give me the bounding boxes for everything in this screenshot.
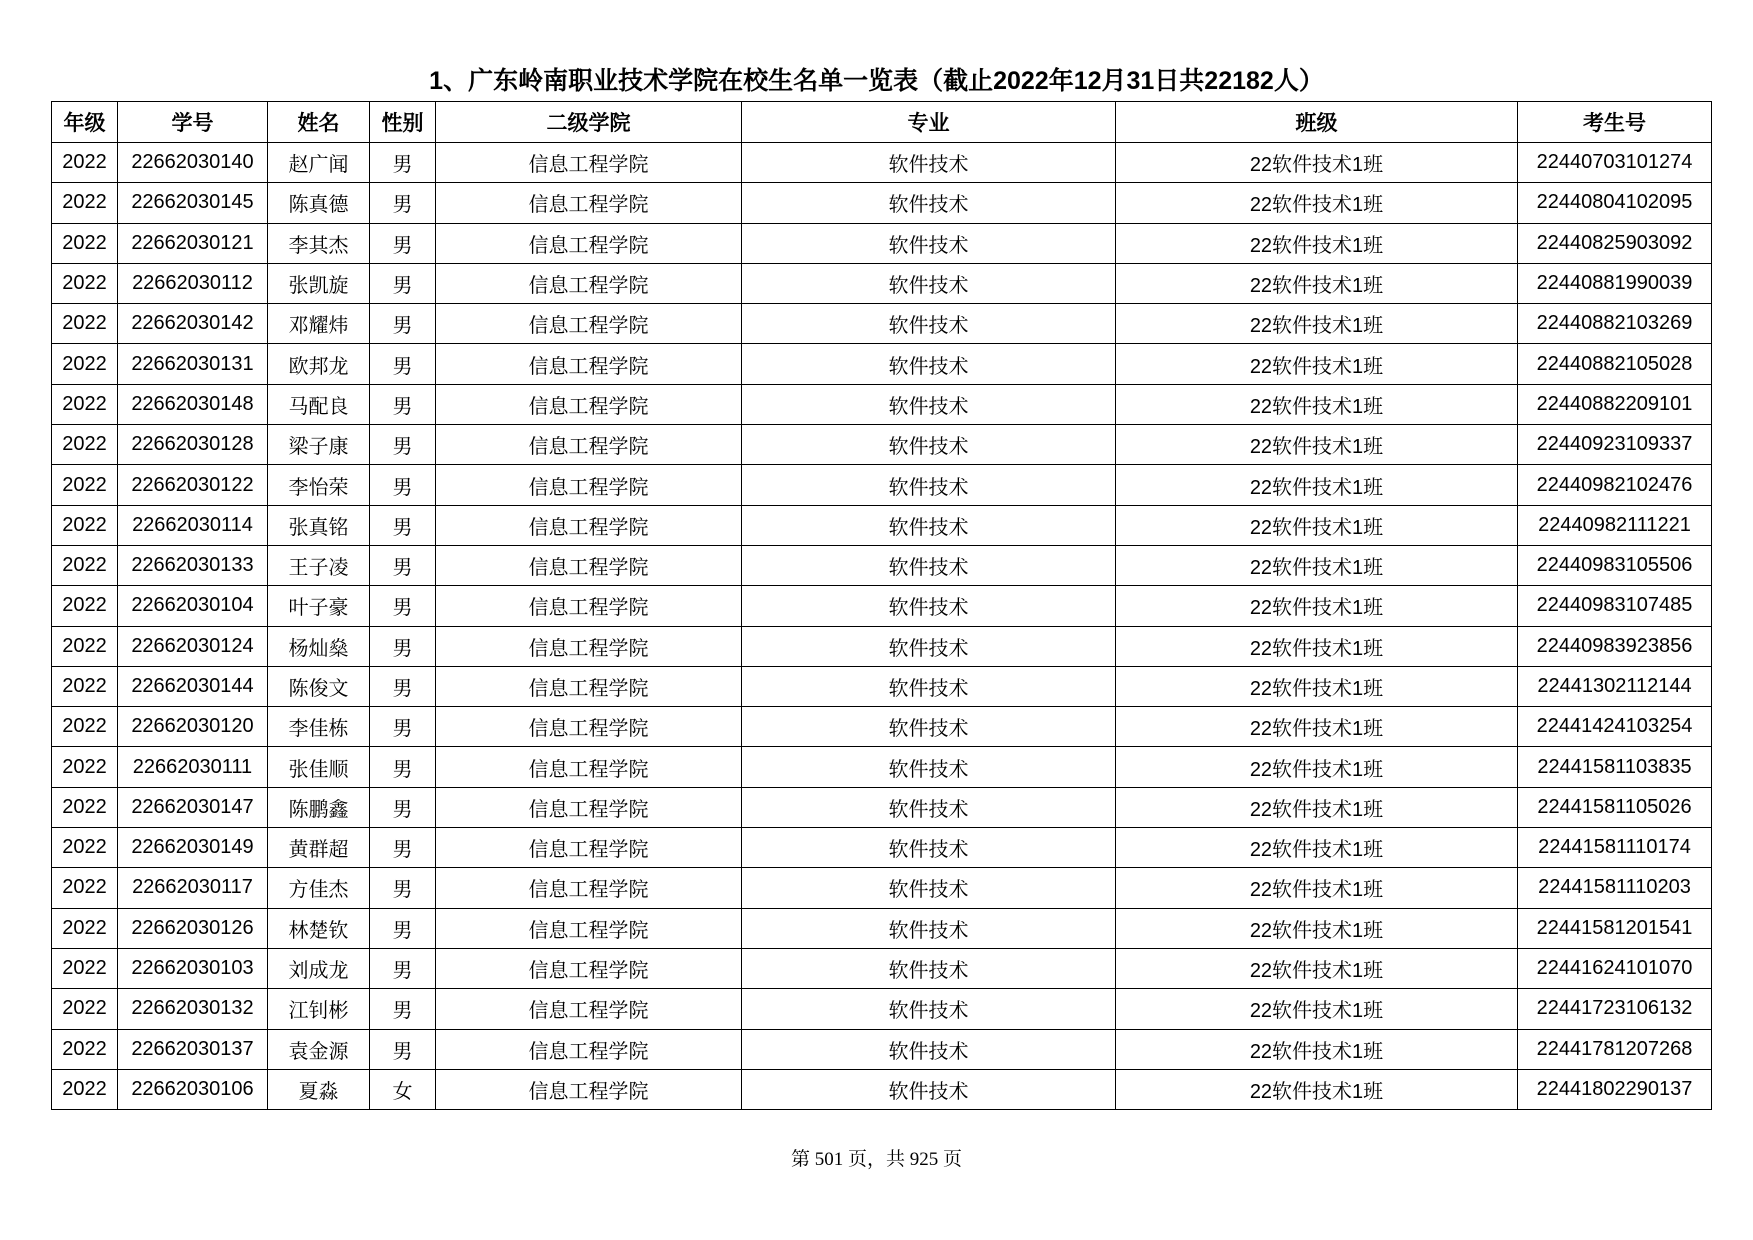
table-row [52, 626, 1712, 666]
major-cell: 软件技术 [742, 304, 1116, 344]
gender-cell: 男 [370, 626, 436, 666]
class-cell: 22软件技术1班 [1116, 666, 1518, 706]
college-cell: 信息工程学院 [436, 545, 742, 585]
grade-cell: 2022 [52, 747, 118, 787]
exam-number-cell: 22440882209101 [1518, 384, 1712, 424]
class-cell: 22软件技术1班 [1116, 465, 1518, 505]
table-row [52, 344, 1712, 384]
class-cell: 22软件技术1班 [1116, 989, 1518, 1029]
gender-cell: 男 [370, 868, 436, 908]
page-footer: 第 501 页，共 925 页 [790, 1149, 962, 1170]
major-cell: 软件技术 [742, 263, 1116, 303]
class-cell: 22软件技术1班 [1116, 344, 1518, 384]
college-cell: 信息工程学院 [436, 666, 742, 706]
gender-cell: 男 [370, 707, 436, 747]
column-header-college: 二级学院 [436, 102, 742, 143]
student-id-cell: 22662030128 [118, 425, 268, 465]
student-id-cell: 22662030103 [118, 948, 268, 988]
college-cell: 信息工程学院 [436, 989, 742, 1029]
gender-cell: 男 [370, 787, 436, 827]
gender-cell: 男 [370, 828, 436, 868]
class-cell: 22软件技术1班 [1116, 747, 1518, 787]
class-cell: 22软件技术1班 [1116, 183, 1518, 223]
major-cell: 软件技术 [742, 545, 1116, 585]
table-row [52, 828, 1712, 868]
class-cell: 22软件技术1班 [1116, 1029, 1518, 1069]
gender-cell: 男 [370, 425, 436, 465]
exam-number-cell: 22440881990039 [1518, 263, 1712, 303]
exam-number-cell: 22441581201541 [1518, 908, 1712, 948]
gender-cell: 男 [370, 1029, 436, 1069]
gender-cell: 男 [370, 989, 436, 1029]
exam-number-cell: 22441581103835 [1518, 747, 1712, 787]
major-cell: 软件技术 [742, 183, 1116, 223]
table-row [52, 465, 1712, 505]
class-cell: 22软件技术1班 [1116, 263, 1518, 303]
table-row [52, 425, 1712, 465]
gender-cell: 男 [370, 908, 436, 948]
column-header-student-id: 学号 [118, 102, 268, 143]
gender-cell: 男 [370, 465, 436, 505]
student-id-cell: 22662030147 [118, 787, 268, 827]
student-id-cell: 22662030144 [118, 666, 268, 706]
table-body [52, 143, 1712, 1110]
major-cell: 软件技术 [742, 948, 1116, 988]
gender-cell: 男 [370, 948, 436, 988]
table-row [52, 1029, 1712, 1069]
exam-number-cell: 22441723106132 [1518, 989, 1712, 1029]
column-header-grade: 年级 [52, 102, 118, 143]
gender-cell: 男 [370, 344, 436, 384]
student-id-cell: 22662030121 [118, 223, 268, 263]
student-id-cell: 22662030111 [118, 747, 268, 787]
student-id-cell: 22662030132 [118, 989, 268, 1029]
grade-cell: 2022 [52, 1069, 118, 1109]
name-cell: 陈鹏鑫 [268, 787, 370, 827]
exam-number-cell: 22440983107485 [1518, 586, 1712, 626]
grade-cell: 2022 [52, 828, 118, 868]
class-cell: 22软件技术1班 [1116, 948, 1518, 988]
gender-cell: 男 [370, 586, 436, 626]
class-cell: 22软件技术1班 [1116, 908, 1518, 948]
major-cell: 软件技术 [742, 425, 1116, 465]
exam-number-cell: 22440923109337 [1518, 425, 1712, 465]
class-cell: 22软件技术1班 [1116, 304, 1518, 344]
name-cell: 张真铭 [268, 505, 370, 545]
major-cell: 软件技术 [742, 666, 1116, 706]
student-id-cell: 22662030117 [118, 868, 268, 908]
gender-cell: 男 [370, 143, 436, 183]
table-row [52, 666, 1712, 706]
gender-cell: 男 [370, 666, 436, 706]
major-cell: 软件技术 [742, 828, 1116, 868]
grade-cell: 2022 [52, 304, 118, 344]
name-cell: 梁子康 [268, 425, 370, 465]
exam-number-cell: 22441424103254 [1518, 707, 1712, 747]
student-id-cell: 22662030106 [118, 1069, 268, 1109]
grade-cell: 2022 [52, 707, 118, 747]
name-cell: 王子凌 [268, 545, 370, 585]
grade-cell: 2022 [52, 545, 118, 585]
table-row [52, 868, 1712, 908]
name-cell: 刘成龙 [268, 948, 370, 988]
college-cell: 信息工程学院 [436, 425, 742, 465]
grade-cell: 2022 [52, 908, 118, 948]
major-cell: 软件技术 [742, 868, 1116, 908]
name-cell: 黄群超 [268, 828, 370, 868]
exam-number-cell: 22440804102095 [1518, 183, 1712, 223]
college-cell: 信息工程学院 [436, 223, 742, 263]
name-cell: 叶子豪 [268, 586, 370, 626]
student-id-cell: 22662030122 [118, 465, 268, 505]
exam-number-cell: 22441581110203 [1518, 868, 1712, 908]
column-header-major: 专业 [742, 102, 1116, 143]
exam-number-cell: 22440982102476 [1518, 465, 1712, 505]
table-row [52, 908, 1712, 948]
college-cell: 信息工程学院 [436, 586, 742, 626]
major-cell: 软件技术 [742, 586, 1116, 626]
grade-cell: 2022 [52, 505, 118, 545]
student-id-cell: 22662030133 [118, 545, 268, 585]
table-row [52, 948, 1712, 988]
exam-number-cell: 22440882105028 [1518, 344, 1712, 384]
major-cell: 软件技术 [742, 989, 1116, 1029]
column-header-name: 姓名 [268, 102, 370, 143]
gender-cell: 男 [370, 304, 436, 344]
college-cell: 信息工程学院 [436, 465, 742, 505]
table-row [52, 263, 1712, 303]
name-cell: 陈俊文 [268, 666, 370, 706]
gender-cell: 男 [370, 223, 436, 263]
grade-cell: 2022 [52, 183, 118, 223]
class-cell: 22软件技术1班 [1116, 828, 1518, 868]
name-cell: 邓耀炜 [268, 304, 370, 344]
column-header-class: 班级 [1116, 102, 1518, 143]
student-id-cell: 22662030104 [118, 586, 268, 626]
name-cell: 夏淼 [268, 1069, 370, 1109]
college-cell: 信息工程学院 [436, 707, 742, 747]
major-cell: 软件技术 [742, 626, 1116, 666]
grade-cell: 2022 [52, 263, 118, 303]
name-cell: 李怡荣 [268, 465, 370, 505]
student-id-cell: 22662030124 [118, 626, 268, 666]
table-row [52, 505, 1712, 545]
exam-number-cell: 22441581105026 [1518, 787, 1712, 827]
exam-number-cell: 22440703101274 [1518, 143, 1712, 183]
exam-number-cell: 22441581110174 [1518, 828, 1712, 868]
table-row [52, 545, 1712, 585]
table-row [52, 586, 1712, 626]
college-cell: 信息工程学院 [436, 183, 742, 223]
table-header-row [52, 102, 1712, 143]
table-row [52, 143, 1712, 183]
table-row [52, 787, 1712, 827]
exam-number-cell: 22440983105506 [1518, 545, 1712, 585]
major-cell: 软件技术 [742, 787, 1116, 827]
grade-cell: 2022 [52, 384, 118, 424]
name-cell: 李其杰 [268, 223, 370, 263]
class-cell: 22软件技术1班 [1116, 425, 1518, 465]
college-cell: 信息工程学院 [436, 505, 742, 545]
class-cell: 22软件技术1班 [1116, 626, 1518, 666]
college-cell: 信息工程学院 [436, 868, 742, 908]
table-row [52, 384, 1712, 424]
student-id-cell: 22662030148 [118, 384, 268, 424]
table-row [52, 223, 1712, 263]
table-row [52, 183, 1712, 223]
class-cell: 22软件技术1班 [1116, 707, 1518, 747]
college-cell: 信息工程学院 [436, 143, 742, 183]
student-id-cell: 22662030140 [118, 143, 268, 183]
student-id-cell: 22662030145 [118, 183, 268, 223]
college-cell: 信息工程学院 [436, 263, 742, 303]
exam-number-cell: 22440825903092 [1518, 223, 1712, 263]
class-cell: 22软件技术1班 [1116, 223, 1518, 263]
name-cell: 林楚钦 [268, 908, 370, 948]
exam-number-cell: 22441781207268 [1518, 1029, 1712, 1069]
gender-cell: 男 [370, 183, 436, 223]
name-cell: 江钊彬 [268, 989, 370, 1029]
class-cell: 22软件技术1班 [1116, 787, 1518, 827]
college-cell: 信息工程学院 [436, 626, 742, 666]
name-cell: 张凯旋 [268, 263, 370, 303]
column-header-gender: 性别 [370, 102, 436, 143]
exam-number-cell: 22441302112144 [1518, 666, 1712, 706]
student-id-cell: 22662030131 [118, 344, 268, 384]
grade-cell: 2022 [52, 989, 118, 1029]
grade-cell: 2022 [52, 344, 118, 384]
grade-cell: 2022 [52, 143, 118, 183]
grade-cell: 2022 [52, 948, 118, 988]
exam-number-cell: 22440983923856 [1518, 626, 1712, 666]
major-cell: 软件技术 [742, 1069, 1116, 1109]
major-cell: 软件技术 [742, 707, 1116, 747]
name-cell: 袁金源 [268, 1029, 370, 1069]
gender-cell: 女 [370, 1069, 436, 1109]
name-cell: 陈真德 [268, 183, 370, 223]
name-cell: 欧邦龙 [268, 344, 370, 384]
class-cell: 22软件技术1班 [1116, 505, 1518, 545]
name-cell: 马配良 [268, 384, 370, 424]
student-id-cell: 22662030120 [118, 707, 268, 747]
major-cell: 软件技术 [742, 143, 1116, 183]
grade-cell: 2022 [52, 868, 118, 908]
class-cell: 22软件技术1班 [1116, 1069, 1518, 1109]
class-cell: 22软件技术1班 [1116, 384, 1518, 424]
gender-cell: 男 [370, 384, 436, 424]
page-title: 1、广东岭南职业技术学院在校生名单一览表（截止2022年12月31日共22182人） [429, 67, 1324, 95]
exam-number-cell: 22441802290137 [1518, 1069, 1712, 1109]
table-row [52, 1069, 1712, 1109]
college-cell: 信息工程学院 [436, 828, 742, 868]
exam-number-cell: 22440882103269 [1518, 304, 1712, 344]
class-cell: 22软件技术1班 [1116, 545, 1518, 585]
major-cell: 软件技术 [742, 747, 1116, 787]
college-cell: 信息工程学院 [436, 747, 742, 787]
name-cell: 赵广闻 [268, 143, 370, 183]
class-cell: 22软件技术1班 [1116, 586, 1518, 626]
class-cell: 22软件技术1班 [1116, 868, 1518, 908]
grade-cell: 2022 [52, 1029, 118, 1069]
major-cell: 软件技术 [742, 384, 1116, 424]
gender-cell: 男 [370, 263, 436, 303]
grade-cell: 2022 [52, 666, 118, 706]
college-cell: 信息工程学院 [436, 1029, 742, 1069]
major-cell: 软件技术 [742, 344, 1116, 384]
grade-cell: 2022 [52, 626, 118, 666]
major-cell: 软件技术 [742, 223, 1116, 263]
major-cell: 软件技术 [742, 465, 1116, 505]
student-id-cell: 22662030126 [118, 908, 268, 948]
name-cell: 张佳顺 [268, 747, 370, 787]
major-cell: 软件技术 [742, 908, 1116, 948]
college-cell: 信息工程学院 [436, 908, 742, 948]
class-cell: 22软件技术1班 [1116, 143, 1518, 183]
exam-number-cell: 22440982111221 [1518, 505, 1712, 545]
grade-cell: 2022 [52, 586, 118, 626]
student-id-cell: 22662030114 [118, 505, 268, 545]
college-cell: 信息工程学院 [436, 1069, 742, 1109]
student-id-cell: 22662030149 [118, 828, 268, 868]
table-row [52, 304, 1712, 344]
student-id-cell: 22662030142 [118, 304, 268, 344]
college-cell: 信息工程学院 [436, 384, 742, 424]
table-row [52, 707, 1712, 747]
grade-cell: 2022 [52, 787, 118, 827]
grade-cell: 2022 [52, 223, 118, 263]
table-row [52, 989, 1712, 1029]
gender-cell: 男 [370, 545, 436, 585]
gender-cell: 男 [370, 505, 436, 545]
major-cell: 软件技术 [742, 1029, 1116, 1069]
name-cell: 李佳栋 [268, 707, 370, 747]
name-cell: 方佳杰 [268, 868, 370, 908]
gender-cell: 男 [370, 747, 436, 787]
college-cell: 信息工程学院 [436, 344, 742, 384]
college-cell: 信息工程学院 [436, 304, 742, 344]
name-cell: 杨灿燊 [268, 626, 370, 666]
column-header-exam-number: 考生号 [1518, 102, 1712, 143]
college-cell: 信息工程学院 [436, 787, 742, 827]
major-cell: 软件技术 [742, 505, 1116, 545]
grade-cell: 2022 [52, 465, 118, 505]
college-cell: 信息工程学院 [436, 948, 742, 988]
table-row [52, 747, 1712, 787]
student-roster-table [51, 101, 1712, 1110]
grade-cell: 2022 [52, 425, 118, 465]
student-id-cell: 22662030137 [118, 1029, 268, 1069]
exam-number-cell: 22441624101070 [1518, 948, 1712, 988]
student-id-cell: 22662030112 [118, 263, 268, 303]
